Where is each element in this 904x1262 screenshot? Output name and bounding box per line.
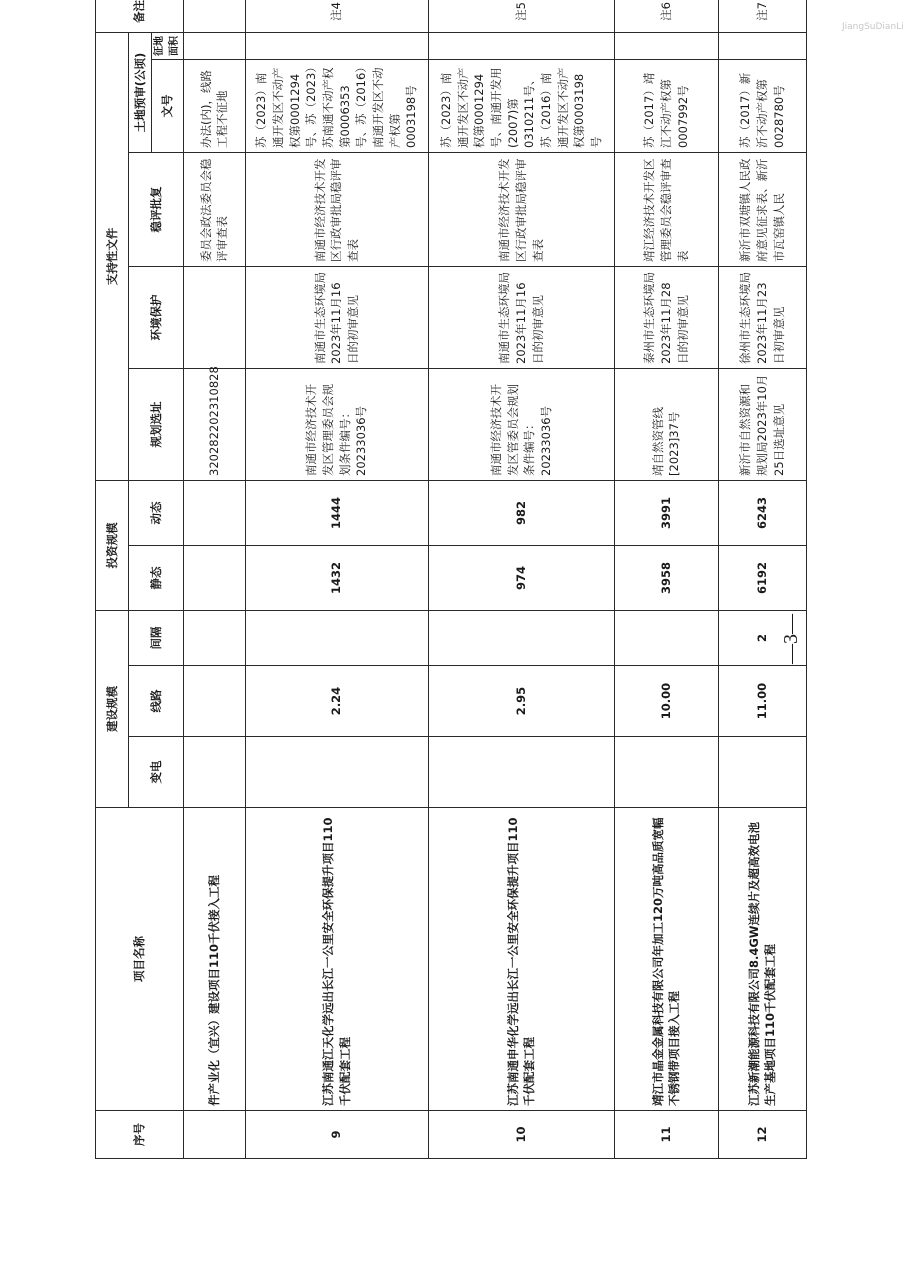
row-land-area	[428, 32, 614, 59]
row-stability: 南通市经济技术开发区行政审批局稳评审查表	[245, 152, 428, 266]
header-stability-approval: 稳评批复	[129, 152, 184, 266]
table-row	[718, 0, 806, 1159]
row-planning: 320282202310828	[184, 368, 246, 480]
header-investment-scale: 投资规模	[96, 480, 129, 610]
row-project-name: 江苏南通申华化学远出长江一公里安全环保提升项目110千伏配套工程	[428, 808, 614, 1111]
row-line: 11.00	[718, 666, 806, 737]
row-env: 泰州市生态环境局2023年11月28日的初审意见	[615, 266, 718, 368]
row-bay	[428, 610, 614, 665]
row-bay: 2	[718, 610, 806, 665]
row-line	[184, 666, 246, 737]
row-land-area	[184, 32, 246, 59]
row-remark: 注4	[245, 0, 428, 32]
row-remark: 注6	[615, 0, 718, 32]
row-stability: 委员会政法委员会稳评审查表	[184, 152, 246, 266]
page-number: —3—	[780, 614, 802, 664]
header-doc-no: 文号	[152, 59, 184, 152]
row-project-name: 靖江市晶金金属科技有限公司年加工120万吨高品质宽幅不锈钢带项目接入工程	[615, 808, 718, 1111]
row-substation	[245, 737, 428, 808]
row-dynamic: 6243	[718, 480, 806, 545]
watermark: JiangSuDianLi	[842, 22, 904, 32]
row-planning: 南通市经济技术开发区管理委员会规划条件编号：20233036号	[245, 368, 428, 480]
row-dynamic	[184, 480, 246, 545]
row-dynamic: 3991	[615, 480, 718, 545]
header-line: 线路	[129, 666, 184, 737]
row-seq: 12	[718, 1111, 806, 1159]
row-remark: 注7	[718, 0, 806, 32]
row-land-doc: 苏（2017）靖江不动产权第0007992号	[615, 59, 718, 152]
row-static: 974	[428, 545, 614, 610]
row-env	[184, 266, 246, 368]
row-bay	[184, 610, 246, 665]
header-land-prereview: 土地预审(公顷)	[129, 32, 152, 152]
header-planning-site: 规划选址	[129, 368, 184, 480]
row-substation	[718, 737, 806, 808]
row-planning: 新沂市自然资源和规划局2023年10月25日选址意见	[718, 368, 806, 480]
row-land-area	[245, 32, 428, 59]
row-land-area	[718, 32, 806, 59]
header-env-protection: 环境保护	[129, 266, 184, 368]
row-planning: 南通市经济技术开发区管委员会规划条件编号：20233036号	[428, 368, 614, 480]
row-env: 南通市生态环境局2023年11月16日的初审意见	[245, 266, 428, 368]
project-support-table	[95, 0, 807, 1159]
header-seq: 序号	[96, 1111, 184, 1159]
row-project-name: 江苏南通江天化学远出长江一公里安全环保提升项目110千伏配套工程	[245, 808, 428, 1111]
row-land-doc: 办法(内)，线路工程不征地	[184, 59, 246, 152]
row-static	[184, 545, 246, 610]
row-project-name: 件产业化（宜兴）建设项目110千伏接入工程	[184, 808, 246, 1111]
row-bay	[615, 610, 718, 665]
table-row	[428, 0, 614, 1159]
row-dynamic: 982	[428, 480, 614, 545]
header-support-docs: 支持性文件	[96, 32, 129, 480]
row-env: 徐州市生态环境局2023年11月23日初审意见	[718, 266, 806, 368]
row-land-doc: 苏（2023）南通开发区不动产权第0001294号、苏（2023）苏南通不动产权第0006353号、苏（2016）南通开发区不动产权第0003198号	[245, 59, 428, 152]
header-construction-scale: 建设规模	[96, 610, 129, 807]
row-substation	[184, 737, 246, 808]
row-seq: 10	[428, 1111, 614, 1159]
row-line: 2.95	[428, 666, 614, 737]
row-line: 2.24	[245, 666, 428, 737]
row-seq: 9	[245, 1111, 428, 1159]
header-static: 静态	[129, 545, 184, 610]
row-static: 1432	[245, 545, 428, 610]
row-static: 3958	[615, 545, 718, 610]
header-substation: 变电	[129, 737, 184, 808]
header-dynamic: 动态	[129, 480, 184, 545]
row-env: 南通市生态环境局2023年11月16日的初审意见	[428, 266, 614, 368]
row-substation	[428, 737, 614, 808]
row-project-name: 江苏新潮能源科技有限公司8.4GW连续片及超高效电池生产基地项目110千伏配套工程	[718, 808, 806, 1111]
header-remarks: 备注	[96, 0, 184, 32]
row-dynamic: 1444	[245, 480, 428, 545]
row-land-doc: 苏（2017）新沂不动产权第0028780号	[718, 59, 806, 152]
header-row-1	[96, 0, 129, 1159]
row-remark: 注5	[428, 0, 614, 32]
row-stability: 南通市经济技术开发区行政审批局稳评审查表	[428, 152, 614, 266]
row-bay	[245, 610, 428, 665]
header-land-area: 征地面积	[152, 32, 184, 59]
table-row	[184, 0, 246, 1159]
row-planning: 靖自然资管线[2023]37号	[615, 368, 718, 480]
row-seq: 11	[615, 1111, 718, 1159]
table-row	[615, 0, 718, 1159]
row-static: 6192	[718, 545, 806, 610]
table-row	[245, 0, 428, 1159]
row-line: 10.00	[615, 666, 718, 737]
row-land-doc: 苏（2023）南通开发区不动产权第0001294号、南通开发用(2007)第0310211号、苏（2016）南通开发区不动产权第0003198号	[428, 59, 614, 152]
row-remark	[184, 0, 246, 32]
header-project-name: 项目名称	[96, 808, 184, 1111]
row-substation	[615, 737, 718, 808]
row-stability: 新沂市双塘镇人民政府意见征求表、新沂市瓦窑镇人民	[718, 152, 806, 266]
row-seq	[184, 1111, 246, 1159]
row-stability: 靖江经济技术开发区管理委员会稳评审查表	[615, 152, 718, 266]
row-land-area	[615, 32, 718, 59]
header-bay: 间隔	[129, 610, 184, 665]
